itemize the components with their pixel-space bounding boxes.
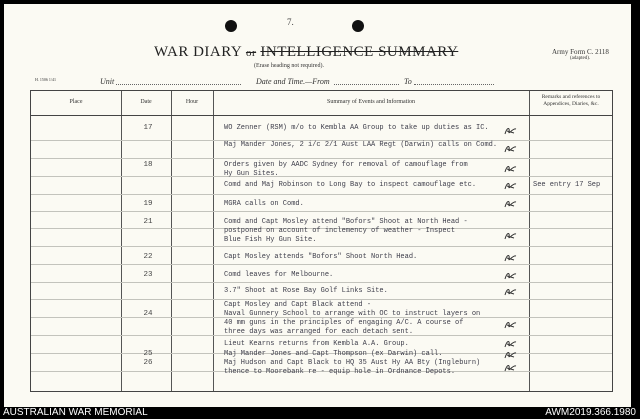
column-divider bbox=[529, 91, 530, 391]
army-form-label: Army Form C. 2118 bbox=[552, 48, 609, 56]
handwritten-initial bbox=[504, 164, 518, 174]
handwritten-initial bbox=[504, 144, 518, 154]
handwritten-initial bbox=[504, 320, 518, 330]
title-or: or bbox=[245, 47, 257, 59]
unit-label: Unit bbox=[100, 77, 115, 86]
entry-text: Comd and Maj Robinson to Long Bay to inspect camouflage etc. bbox=[224, 181, 477, 189]
column-divider bbox=[213, 91, 214, 391]
footer-collection-name: AUSTRALIAN WAR MEMORIAL bbox=[3, 407, 148, 418]
entry-date: 22 bbox=[143, 253, 153, 261]
entry-text: Comd leaves for Melbourne. bbox=[224, 271, 334, 279]
column-header-hour: Hour bbox=[185, 99, 199, 105]
diary-page bbox=[4, 4, 631, 407]
column-header-summary: Summary of Events and Information bbox=[327, 99, 415, 105]
entry-text: postponed on account of inclemency of weather - Inspect bbox=[224, 227, 456, 235]
entry-text: Lieut Kearns returns from Kembla A.A. Group. bbox=[224, 340, 409, 348]
from-dotted-line bbox=[334, 84, 399, 85]
entry-text: Capt Mosley attends "Bofors" Shoot North Head. bbox=[224, 253, 418, 261]
datetime-label: Date and Time.—From bbox=[256, 77, 330, 86]
row-rule bbox=[31, 282, 612, 283]
handwritten-initial bbox=[504, 126, 518, 136]
handwritten-initial bbox=[504, 199, 518, 209]
handwritten-initial bbox=[504, 271, 518, 281]
entry-date: 18 bbox=[143, 161, 153, 169]
punch-hole bbox=[225, 20, 237, 32]
entry-date: 17 bbox=[143, 124, 153, 132]
row-rule bbox=[31, 246, 612, 247]
entry-text: three days was arranged for each detach sent. bbox=[224, 328, 414, 336]
entry-text: Naval Gunnery School to arrange with OC to instruct layers on bbox=[224, 310, 481, 318]
army-form-note: (adapted). bbox=[570, 56, 591, 61]
row-rule bbox=[31, 176, 612, 177]
page-title bbox=[154, 44, 458, 61]
row-rule bbox=[31, 264, 612, 265]
entry-text: Maj Mander Jones and Capt Thompson (ex Darwin) call. bbox=[224, 350, 443, 358]
entry-text: MGRA calls on Comd. bbox=[224, 200, 304, 208]
row-rule bbox=[31, 211, 612, 212]
entry-text: Orders given by AADC Sydney for removal of camouflage from bbox=[224, 161, 468, 169]
entry-text: 40 mm guns in the principles of engaging A/C. A course of bbox=[224, 319, 464, 327]
entry-text: Capt Mosley and Capt Black attend - bbox=[224, 301, 372, 309]
form-reference: H. 1506 1/41 bbox=[35, 77, 56, 82]
subtitle: (Erase heading not required). bbox=[254, 63, 324, 69]
entry-date: 25 bbox=[143, 350, 153, 358]
handwritten-initial bbox=[504, 231, 518, 241]
entry-date: 24 bbox=[143, 310, 153, 318]
entry-text: Maj Hudson and Capt Black to HQ 35 Aust Hy AA Bty (Ingleburn) bbox=[224, 359, 481, 367]
entry-date: 21 bbox=[143, 218, 153, 226]
header-rule bbox=[31, 115, 612, 116]
handwritten-initial bbox=[504, 339, 518, 349]
handwritten-initial bbox=[504, 350, 518, 360]
diary-table bbox=[30, 90, 613, 392]
title-war-diary: WAR DIARY bbox=[154, 44, 242, 60]
to-label: To bbox=[404, 77, 412, 86]
remarks-cross-reference: See entry 17 Sep bbox=[533, 181, 601, 189]
column-header-date: Date bbox=[140, 99, 152, 105]
handwritten-initial bbox=[504, 363, 518, 373]
handwritten-initial bbox=[504, 287, 518, 297]
column-divider bbox=[121, 91, 122, 391]
entry-text: Comd and Capt Mosley attend "Bofors" Shoot at North Head - bbox=[224, 218, 468, 226]
handwritten-initial bbox=[504, 181, 518, 191]
to-dotted-line bbox=[414, 84, 494, 85]
handwritten-initial bbox=[504, 253, 518, 263]
page-number: 7. bbox=[287, 17, 294, 27]
row-rule bbox=[31, 194, 612, 195]
footer-accession-number: AWM2019.366.1980 bbox=[545, 407, 636, 418]
entry-text: WO Zenner (RSM) m/o to Kembla AA Group to take up duties as IC. bbox=[224, 124, 489, 132]
column-header-remarks: Remarks and references to Appendices, Diaries, &c. bbox=[541, 94, 601, 107]
entry-date: 19 bbox=[143, 200, 153, 208]
entry-text: Hy Gun Sites. bbox=[224, 170, 279, 178]
entry-date: 26 bbox=[143, 359, 153, 367]
unit-dotted-line bbox=[116, 84, 241, 85]
entry-date: 23 bbox=[143, 271, 153, 279]
column-divider bbox=[171, 91, 172, 391]
row-rule bbox=[31, 158, 612, 159]
entry-text: 3.7" Shoot at Rose Bay Golf Links Site. bbox=[224, 287, 388, 295]
title-intelligence-summary: INTELLIGENCE SUMMARY bbox=[260, 44, 459, 60]
column-header-place: Place bbox=[69, 99, 83, 105]
punch-hole bbox=[352, 20, 364, 32]
entry-text: thence to Moorebank re - equip hole in Ordnance Depots. bbox=[224, 368, 456, 376]
entry-text: Blue Fish Hy Gun Site. bbox=[224, 236, 317, 244]
row-rule bbox=[31, 299, 612, 300]
entry-text: Maj Mander Jones, 2 i/c 2/1 Aust LAA Regt (Darwin) calls on Comd. bbox=[224, 141, 498, 149]
